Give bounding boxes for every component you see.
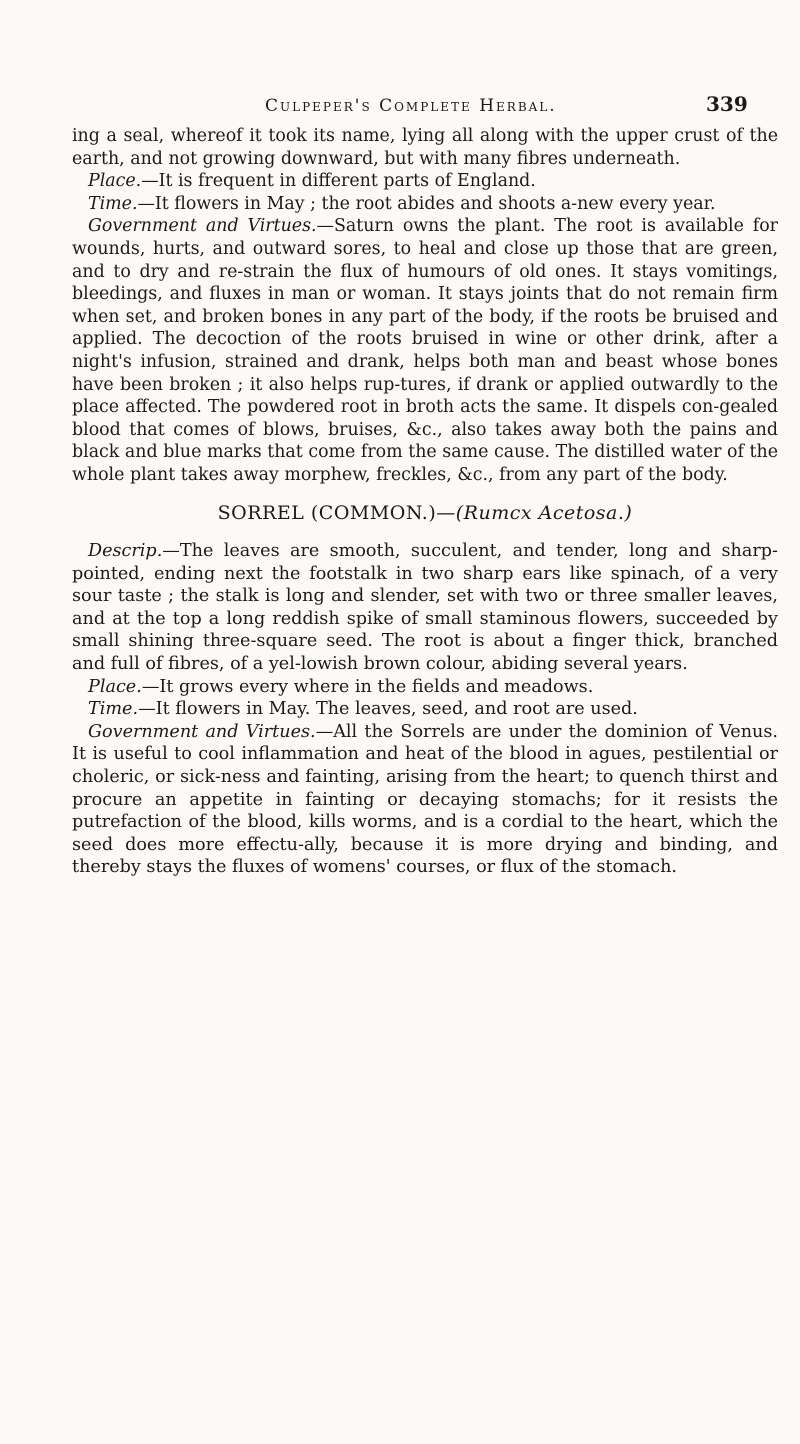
time-label: Time. [88, 193, 138, 214]
running-head: Culpeper's Complete Herbal. [265, 96, 557, 116]
government-text: —All the Sorrels are under the dominion of Venus. It is useful to cool inflammation and heat of the blood in agues, pestilential or choleric, or sick-ness and fainting, arising from the heart; to quench thirst and procure an appetite in fainting or decaying stomachs; for it resists the putrefaction of the blood, kills worms, and is a cordial to the heart, which the seed does more effectu-ally, because it is more drying and binding, and thereby stays the fluxes of womens' courses, or flux of the stomach. [72, 721, 778, 878]
time-paragraph [72, 698, 778, 721]
place-label: Place. [88, 676, 142, 697]
page-number: 339 [706, 92, 748, 116]
place-text: —It grows every where in the fields and meadows. [141, 676, 594, 697]
time-paragraph [72, 193, 778, 216]
entry-heading-sorrel [72, 502, 778, 525]
section-sorrel [72, 540, 778, 879]
time-text: —It flowers in May. The leaves, seed, and root are used. [138, 699, 638, 720]
heading-title: SORREL (COMMON.)— [217, 501, 456, 524]
place-paragraph [72, 676, 778, 699]
time-text: —It flowers in May ; the root abides and shoots a-new every year. [137, 193, 716, 214]
place-label: Place. [88, 171, 142, 192]
description-label: Descrip. [88, 541, 163, 562]
government-text: —Saturn owns the plant. The root is available for wounds, hurts, and outward sores, to heal and close up those that are green, and to dry and re-strain the flux of humours of old ones. It stays vomitings, bleedings, and fluxes in man or woman. It stays joints that do not remain firm when set, and broken bones in any part of the body, if the roots be bruised and applied. The decoction of the roots bruised in wine or other drink, after a night's infusion, strained and drank, helps both man and beast whose bones have been broken ; it also helps rup-tures, if drank or applied outwardly to the place affected. The powdered root in broth acts the same. It dispels con-gealed blood that comes of blows, bruises, &c., also takes away both the pains and black and blue marks that come from the same cause. The distilled water of the whole plant takes away morphew, freckles, &c., from any part of the body. [72, 216, 778, 485]
time-label: Time. [88, 699, 139, 720]
body-text [72, 125, 778, 879]
government-paragraph [72, 721, 778, 879]
opening-paragraph: ing a seal, whereof it took its name, lying all along with the upper crust of the earth, and not growing downward, but with many fibres underneath. [72, 126, 778, 169]
place-text: —It is frequent in different parts of England. [141, 171, 536, 192]
government-paragraph [72, 215, 778, 486]
place-paragraph [72, 170, 778, 193]
description-text: —The leaves are smooth, succulent, and tender, long and sharp-pointed, ending next the footstalk in two sharp ears like spinach, of a very sour taste ; the stalk is long and slender, set with two or three smaller leaves, and at the top a long reddish spike of small staminous flowers, succeeded by small shining three-square seed. The root is about a finger thick, branched and full of fibres, of a yel-lowish brown colour, abiding several years. [72, 541, 778, 675]
government-label: Government and Virtues. [88, 216, 317, 237]
section-previous-entry [72, 125, 778, 487]
government-label: Government and Virtues. [88, 721, 316, 742]
heading-latin-name: (Rumcx Acetosa.) [455, 501, 633, 524]
description-paragraph [72, 540, 778, 676]
